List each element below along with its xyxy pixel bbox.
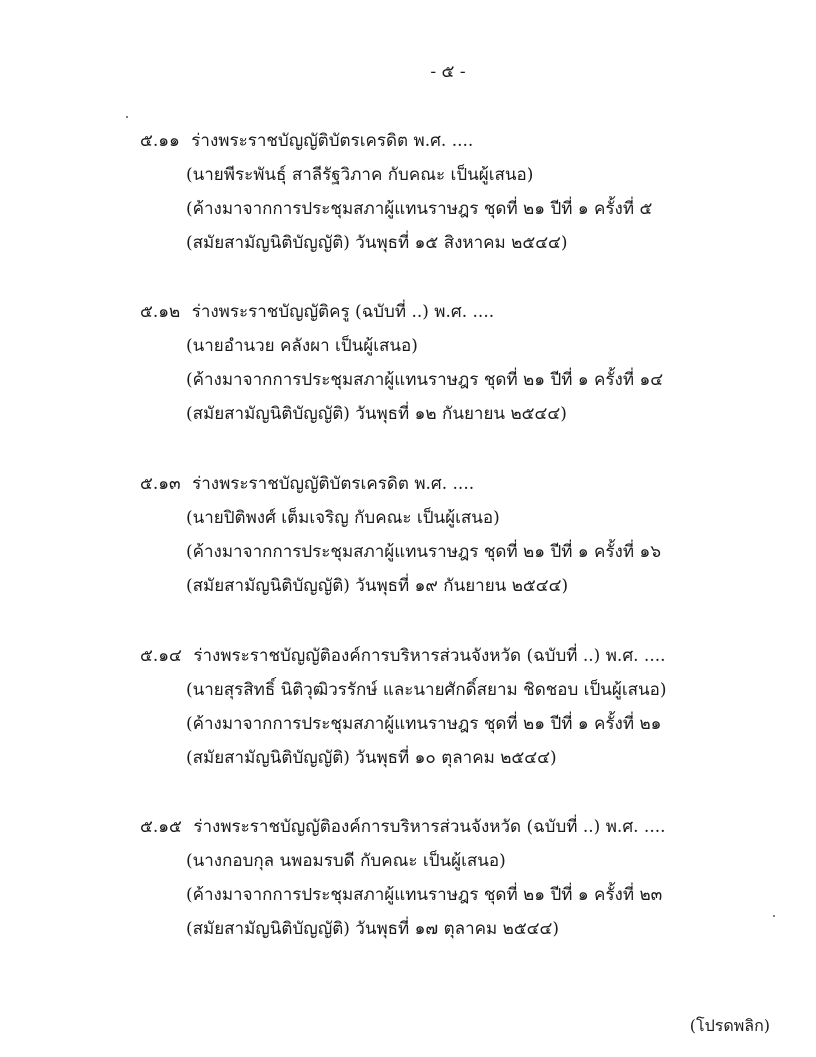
agenda-item-heading	[140, 810, 790, 844]
scan-speck	[126, 116, 128, 118]
agenda-item-number: ๕.๑๒	[140, 302, 181, 322]
agenda-item-carried-over: (ค้างมาจากการประชุมสภาผู้แทนราษฎร ชุดที่ ๒๑ ปีที่ ๑ ครั้งที่ ๒๓	[186, 885, 663, 905]
agenda-item-5-11	[140, 124, 790, 260]
agenda-item-heading	[140, 124, 790, 158]
page-number: - ๕ -	[430, 62, 466, 82]
agenda-item-number: ๕.๑๕	[140, 817, 182, 837]
agenda-item-number: ๕.๑๑	[140, 131, 180, 151]
agenda-item-proposer: (นายพีระพันธุ์ สาลีรัฐวิภาค กับคณะ เป็นผู้เสนอ)	[186, 165, 534, 185]
agenda-item-heading	[140, 639, 790, 673]
agenda-item-proposer: (นายอำนวย คลังผา เป็นผู้เสนอ)	[186, 336, 418, 356]
agenda-item-session: (สมัยสามัญนิติบัญญัติ) วันพุธที่ ๑๕ สิงหาคม ๒๕๔๔)	[186, 233, 568, 253]
agenda-item-number: ๕.๑๓	[140, 474, 181, 494]
agenda-item-title: ร่างพระราชบัญญัติองค์การบริหารส่วนจังหวัด (ฉบับที่ ..) พ.ศ. ....	[193, 646, 666, 666]
agenda-item-number: ๕.๑๔	[140, 646, 182, 666]
agenda-item-title: ร่างพระราชบัญญัติบัตรเครดิต พ.ศ. ....	[192, 474, 475, 494]
agenda-item-session: (สมัยสามัญนิติบัญญัติ) วันพุธที่ ๑๙ กันยายน ๒๕๔๔)	[186, 576, 569, 596]
agenda-item-title: ร่างพระราชบัญญัติบัตรเครดิต พ.ศ. ....	[191, 131, 474, 151]
agenda-item-5-15	[140, 810, 790, 946]
agenda-item-proposer: (นางกอบกุล นพอมรบดี กับคณะ เป็นผู้เสนอ)	[186, 851, 506, 871]
agenda-item-5-12	[140, 295, 790, 431]
agenda-item-carried-over: (ค้างมาจากการประชุมสภาผู้แทนราษฎร ชุดที่ ๒๑ ปีที่ ๑ ครั้งที่ ๑๖	[186, 542, 662, 562]
agenda-item-5-14	[140, 639, 790, 775]
agenda-item-carried-over: (ค้างมาจากการประชุมสภาผู้แทนราษฎร ชุดที่ ๒๑ ปีที่ ๑ ครั้งที่ ๒๑	[186, 714, 662, 734]
agenda-item-proposer: (นายปิติพงศ์ เต็มเจริญ กับคณะ เป็นผู้เสนอ)	[186, 508, 500, 528]
agenda-item-session: (สมัยสามัญนิติบัญญัติ) วันพุธที่ ๑๐ ตุลาคม ๒๕๔๔)	[186, 748, 557, 768]
scan-speck	[773, 915, 775, 917]
agenda-item-5-13	[140, 467, 790, 603]
agenda-item-session: (สมัยสามัญนิติบัญญัติ) วันพุธที่ ๑๒ กันยายน ๒๕๔๔)	[186, 404, 567, 424]
agenda-item-title: ร่างพระราชบัญญัติองค์การบริหารส่วนจังหวัด (ฉบับที่ ..) พ.ศ. ....	[193, 817, 666, 837]
agenda-item-session: (สมัยสามัญนิติบัญญัติ) วันพุธที่ ๑๗ ตุลาคม ๒๕๔๔)	[186, 919, 560, 939]
agenda-item-heading	[140, 467, 790, 501]
turn-page-note: (โปรดพลิก)	[689, 1016, 770, 1035]
agenda-item-heading	[140, 295, 790, 329]
agenda-item-carried-over: (ค้างมาจากการประชุมสภาผู้แทนราษฎร ชุดที่ ๒๑ ปีที่ ๑ ครั้งที่ ๕	[186, 199, 653, 219]
agenda-item-proposer: (นายสุรสิทธิ์ นิติวุฒิวรรักษ์ และนายศักดิ์สยาม ชิดชอบ เป็นผู้เสนอ)	[186, 680, 667, 700]
agenda-item-carried-over: (ค้างมาจากการประชุมสภาผู้แทนราษฎร ชุดที่ ๒๑ ปีที่ ๑ ครั้งที่ ๑๔	[186, 370, 664, 390]
agenda-item-title: ร่างพระราชบัญญัติครู (ฉบับที่ ..) พ.ศ. ....	[191, 302, 495, 322]
